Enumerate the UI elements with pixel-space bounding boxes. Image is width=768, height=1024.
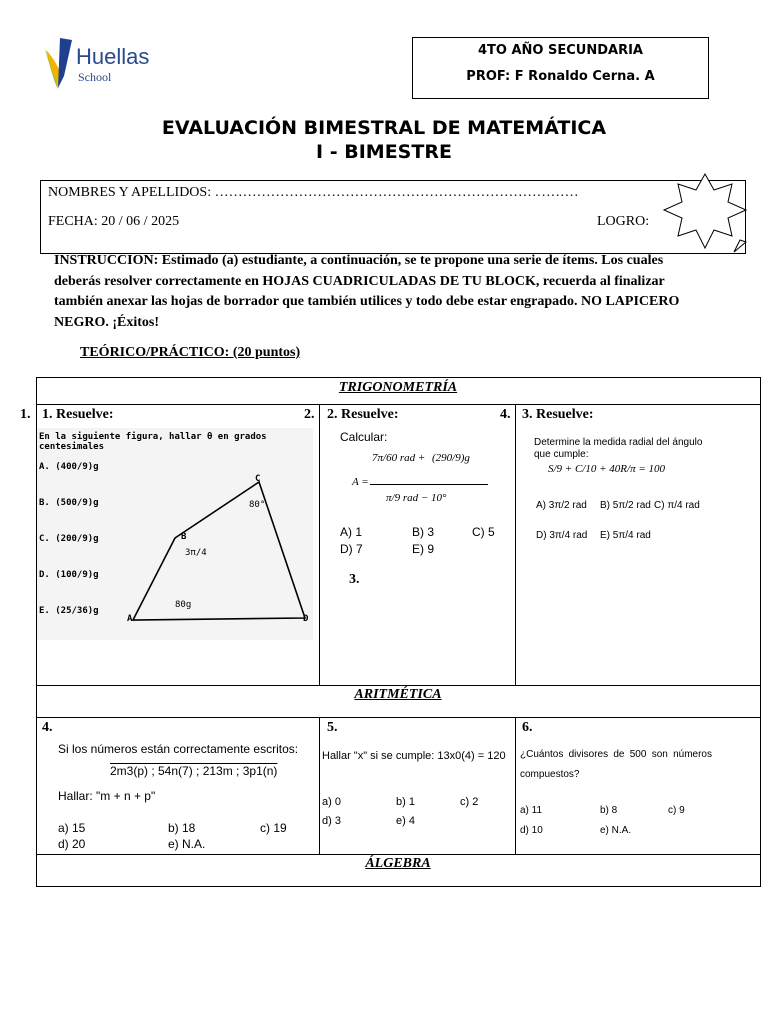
q4-ask: Hallar: "m + n + p" xyxy=(58,789,156,803)
logo-mark-icon xyxy=(42,36,74,90)
q1-option-a: A. (400/9)g xyxy=(39,462,99,472)
exam-subtitle: I - BIMESTRE xyxy=(316,141,452,163)
row-divider xyxy=(36,404,761,405)
q4-option-e: e) N.A. xyxy=(168,837,206,851)
teacher-text: PROF: F Ronaldo Cerna. A xyxy=(466,69,655,84)
vertex-d: D xyxy=(303,614,309,624)
q5-option-c: c) 2 xyxy=(460,796,479,808)
grade-text: 4TO AÑO SECUNDARIA xyxy=(478,43,643,58)
q3-option-c: C) π/4 rad xyxy=(654,500,700,511)
course-info-box xyxy=(412,37,709,99)
q2-option-d: D) 7 xyxy=(340,542,363,556)
q4-prompt: Si los números están correctamente escritos: xyxy=(58,742,299,756)
angle-c: 80° xyxy=(249,500,266,510)
q3-label: 3. Resuelve: xyxy=(522,407,594,422)
instruction-text: INSTRUCCION: Estimado (a) estudiante, a continuación, se te propone una serie de ítems. Los cuales deberás resolver correctamente en HOJAS CUADRICULADAS DE TU BLOCK, recuerda al finalizar también anexar las hojas de borrador que también utilices y todo debe estar engrapado. NO LAPICERO NEGRO. ¡Éxitos! xyxy=(54,253,680,330)
q3-option-a: A) 3π/2 rad xyxy=(536,500,587,511)
q1-option-b: B. (500/9)g xyxy=(39,498,99,508)
q2-option-a: A) 1 xyxy=(340,525,363,539)
col-divider xyxy=(319,717,320,854)
q1-option-e: E. (25/36)g xyxy=(39,606,99,616)
q4-option-a: a) 15 xyxy=(58,821,86,835)
vertex-c: C xyxy=(255,474,261,484)
q2-side-number: 4. xyxy=(500,407,511,422)
logo-brand: Huellas xyxy=(76,44,150,69)
q2-formula xyxy=(352,446,512,516)
quadrilateral-figure xyxy=(123,478,313,638)
col-divider xyxy=(319,404,320,685)
q4-option-b: b) 18 xyxy=(168,821,196,835)
row-divider xyxy=(36,685,761,686)
star-icon xyxy=(660,170,750,254)
exam-title: EVALUACIÓN BIMESTRAL DE MATEMÁTICA xyxy=(161,117,607,139)
q2-numerator-a: 7π/60 rad + xyxy=(372,452,426,464)
row-divider xyxy=(36,717,761,718)
q5-label: 5. xyxy=(327,720,338,735)
col-divider xyxy=(515,717,516,854)
q2-label: 2. Resuelve: xyxy=(327,407,399,422)
q4-option-c: c) 19 xyxy=(260,821,287,835)
logro-label: LOGRO: xyxy=(597,214,650,229)
q1-outer-number: 1. xyxy=(20,407,31,422)
q2-fraction-bar xyxy=(370,484,488,485)
q6-option-a: a) 11 xyxy=(520,805,543,816)
section-trigonometria: TRIGONOMETRÍA xyxy=(338,380,458,395)
q1-figure xyxy=(37,428,313,640)
q4-option-d: d) 20 xyxy=(58,837,86,851)
row-divider xyxy=(36,854,761,855)
q2-numerator-b: (290/9)g xyxy=(432,452,470,464)
q3-option-e: E) 5π/4 rad xyxy=(600,530,651,541)
q6-option-d: d) 10 xyxy=(520,825,543,836)
angle-b: 3π/4 xyxy=(185,548,207,558)
q2-prompt: Calcular: xyxy=(340,430,388,444)
q3-option-b: B) 5π/2 rad xyxy=(600,500,651,511)
q2-option-b: B) 3 xyxy=(412,525,435,539)
q5-option-b: b) 1 xyxy=(396,796,415,808)
section-algebra: ÁLGEBRA xyxy=(365,856,431,871)
q1-label: 1. Resuelve: xyxy=(42,407,114,422)
q4-label: 4. xyxy=(42,720,53,735)
q6-option-c: c) 9 xyxy=(668,805,685,816)
q1-option-d: D. (100/9)g xyxy=(39,570,99,580)
angle-a: 80g xyxy=(175,600,192,610)
q1-prompt: En la siguiente figura, hallar θ en grados centesimales xyxy=(39,432,267,452)
q5-prompt: Hallar "x" si se cumple: 13x0(4) = 120 xyxy=(322,750,506,762)
section-aritmetica: ARITMÉTICA xyxy=(354,687,442,702)
section-title: TEÓRICO/PRÁCTICO: (20 puntos) xyxy=(80,345,301,360)
vertex-b: B xyxy=(181,532,187,542)
q6-label: 6. xyxy=(522,720,533,735)
col-divider xyxy=(515,404,516,685)
logo-sub: School xyxy=(78,70,112,84)
school-logo xyxy=(42,36,157,92)
q2-formula-lhs: A = xyxy=(352,476,369,488)
q5-option-e: e) 4 xyxy=(396,815,415,827)
q5-option-d: d) 3 xyxy=(322,815,341,827)
q2-option-e: E) 9 xyxy=(412,542,435,556)
names-field[interactable]: NOMBRES Y APELLIDOS: …………………………………………………………………… xyxy=(48,185,579,200)
q3-equation: S/9 + C/10 + 40R/π = 100 xyxy=(548,463,666,475)
q2-extra-number: 3. xyxy=(349,572,360,587)
q6-option-b: b) 8 xyxy=(600,805,618,816)
q6-prompt: ¿Cuántos divisores de 500 son números compuestos? xyxy=(520,749,712,780)
q1-side-number: 2. xyxy=(304,407,315,422)
student-info-box xyxy=(40,180,746,254)
q2-option-c: C) 5 xyxy=(472,525,495,539)
q2-denominator: π/9 rad − 10° xyxy=(386,492,447,504)
q3-prompt: Determine la medida radial del ángulo que cumple: xyxy=(534,437,703,460)
q1-option-c: C. (200/9)g xyxy=(39,534,99,544)
vertex-a: A xyxy=(127,614,133,624)
q3-option-d: D) 3π/4 rad xyxy=(536,530,588,541)
q4-numbers: 2m3(p) ; 54n(7) ; 213m ; 3p1(n) xyxy=(110,764,278,778)
q5-option-a: a) 0 xyxy=(322,796,341,808)
date-field: FECHA: 20 / 06 / 2025 xyxy=(48,214,180,229)
q6-option-e: e) N.A. xyxy=(600,825,632,836)
